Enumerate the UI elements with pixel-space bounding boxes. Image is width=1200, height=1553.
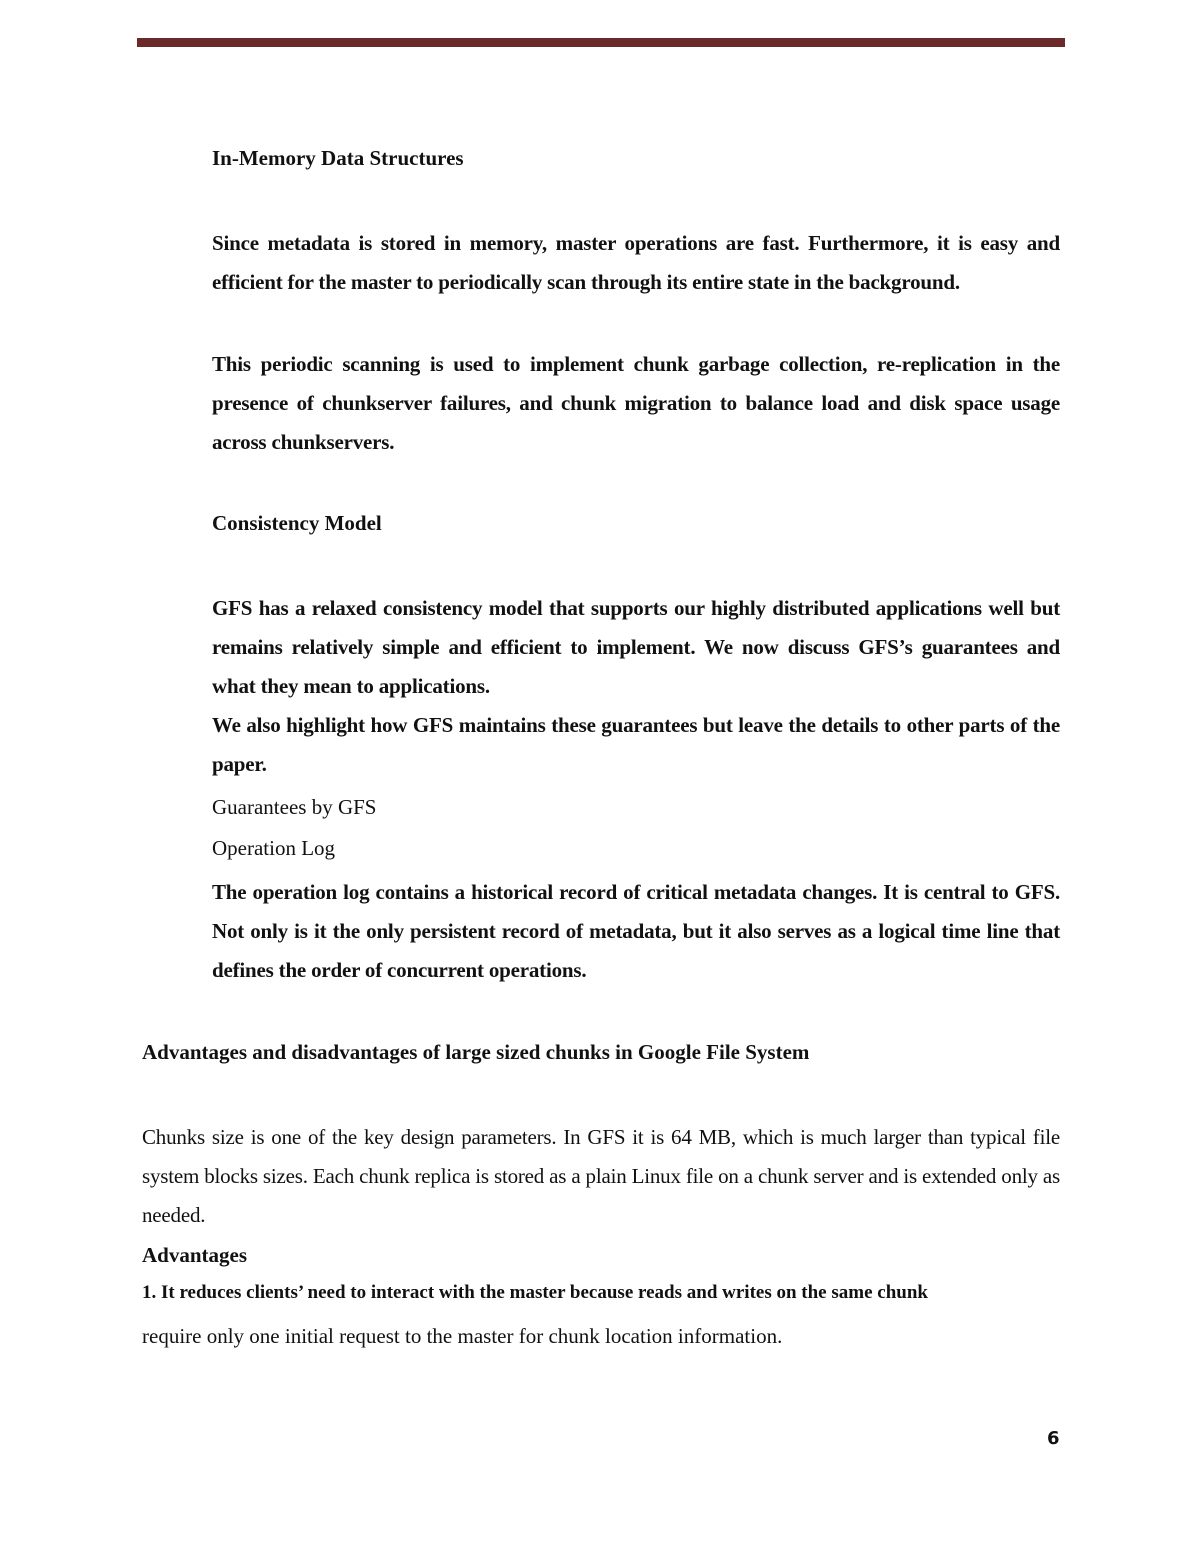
advantage-item-1-continuation: require only one initial request to the master for chunk location information. bbox=[142, 1324, 783, 1348]
paragraph-operation-log: The operation log contains a historical record of critical metadata changes. It is central to GFS. Not only is it the only persistent record of metadata, but it also serves as a logical time line that defines the order of concurrent operations. bbox=[212, 880, 1060, 982]
label-operation-log: Operation Log bbox=[212, 836, 336, 860]
paragraph-chunk-size: Chunks size is one of the key design parameters. In GFS it is 64 MB, which is much larger than typical file system blocks sizes. Each chunk replica is stored as a plain Linux file on a chunk server and is extended only as needed. bbox=[142, 1125, 1060, 1227]
label-guarantees-by-gfs: Guarantees by GFS bbox=[212, 795, 377, 819]
header-rule bbox=[137, 38, 1065, 47]
heading-large-chunks: Advantages and disadvantages of large sized chunks in Google File System bbox=[142, 1040, 810, 1064]
paragraph-metadata-memory: Since metadata is stored in memory, master operations are fast. Furthermore, it is easy and efficient for the master to periodically scan through its entire state in the background. bbox=[212, 231, 1060, 294]
paragraph-relaxed-consistency: GFS has a relaxed consistency model that supports our highly distributed applications well but remains relatively simple and efficient to implement. We now discuss GFS’s guarantees and what they mean to applications. bbox=[212, 596, 1060, 698]
advantage-item-1-lead: 1. It reduces clients’ need to interact with the master because reads and writes on the same chunk bbox=[142, 1282, 928, 1303]
page-number: 6 bbox=[1047, 1428, 1060, 1449]
heading-in-memory-data-structures: In-Memory Data Structures bbox=[212, 146, 464, 170]
label-advantages: Advantages bbox=[142, 1243, 248, 1267]
paragraph-guarantees-highlight: We also highlight how GFS maintains these guarantees but leave the details to other parts of the paper. bbox=[212, 713, 1060, 776]
paragraph-periodic-scanning: This periodic scanning is used to implement chunk garbage collection, re-replication in the presence of chunkserver failures, and chunk migration to balance load and disk space usage across chunkservers. bbox=[212, 352, 1060, 454]
heading-consistency-model: Consistency Model bbox=[212, 511, 382, 535]
